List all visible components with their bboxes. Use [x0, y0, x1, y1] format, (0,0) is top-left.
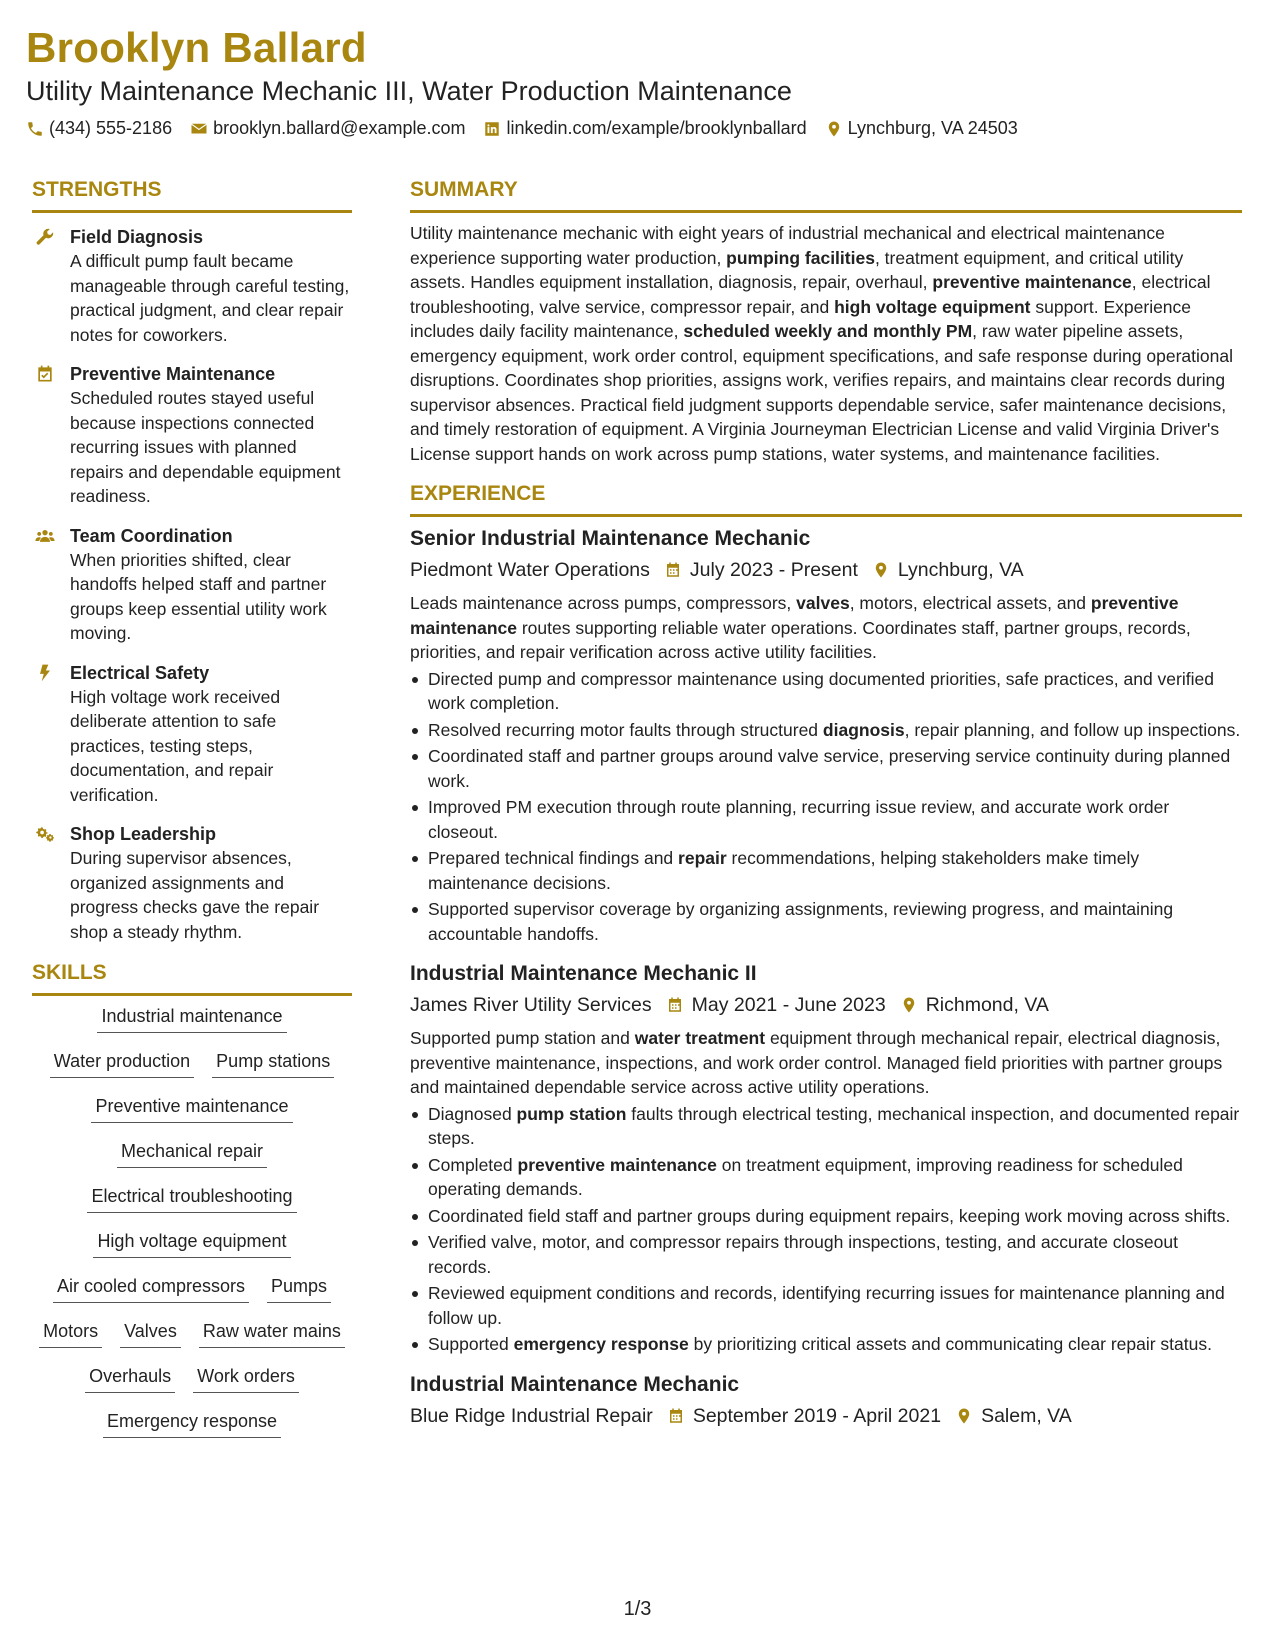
emphasis-text: high voltage equipment — [834, 296, 1031, 317]
job-dates — [664, 555, 858, 585]
page-number: 1/3 — [623, 1598, 652, 1620]
location-text: Lynchburg, VA — [897, 559, 1024, 581]
linkedin-icon — [483, 120, 501, 138]
skill-tag: Water production — [50, 1049, 194, 1078]
strength-item — [32, 524, 352, 646]
emphasis-text: repair — [678, 848, 727, 868]
strength-title: Team Coordination — [70, 525, 233, 546]
skill-tag: Pump stations — [212, 1049, 334, 1078]
job-description: Supported pump station and water treatment equipment through mechanical repair, electrical diagnosis, preventive maintenance, inspections, and work order control. Managed field priorities with partner groups and maintained dependable service across active utility operations. — [410, 1028, 1223, 1097]
job-bullets — [410, 667, 1242, 947]
email-link[interactable]: brooklyn.ballard@example.com — [213, 118, 466, 138]
bullet-item: Supported supervisor coverage by organizing assignments, reviewing progress, and maintaining accountable handoffs. — [410, 897, 1242, 946]
map-pin-icon — [872, 560, 890, 580]
skill-tag: Preventive maintenance — [91, 1094, 292, 1123]
date-range: September 2019 - April 2021 — [692, 1404, 942, 1427]
company-name: Piedmont Water Operations — [410, 559, 650, 581]
bullet-item: Coordinated field staff and partner groups during equipment repairs, keeping work moving across shifts. — [410, 1204, 1242, 1229]
job-location — [872, 555, 1024, 585]
strength-item — [32, 362, 352, 509]
job-entry — [410, 960, 1242, 1357]
skill-tag: Industrial maintenance — [97, 1004, 286, 1033]
summary-heading: SUMMARY — [410, 176, 1242, 213]
envelope-icon — [190, 120, 208, 138]
skill-tag: Air cooled compressors — [53, 1274, 249, 1303]
bullet-item: Supported emergency response by prioritizing critical assets and communicating clear repair status. — [410, 1332, 1242, 1357]
emphasis-text: water treatment — [634, 1028, 766, 1048]
job-meta — [410, 990, 1242, 1020]
phone-icon — [26, 120, 44, 138]
linkedin-link[interactable]: linkedin.com/example/brooklynballard — [506, 118, 807, 138]
skill-tag: Overhauls — [85, 1364, 175, 1393]
emphasis-text: preventive maintenance — [517, 1154, 717, 1175]
job-company — [410, 990, 652, 1020]
job-title: Senior Industrial Maintenance Mechanic — [410, 527, 811, 550]
experience-list — [410, 525, 1242, 1431]
strength-desc: During supervisor absences, organized assignments and progress checks gave the repair shop a steady rhythm. — [70, 848, 320, 942]
job-meta — [410, 1401, 1242, 1431]
skills-heading: SKILLS — [32, 959, 352, 996]
calendar-icon — [667, 1406, 685, 1426]
job-description: Leads maintenance across pumps, compressors, valves, motors, electrical assets, and preventive maintenance routes supporting reliable water operations. Coordinates staff, partner groups, records, priorities, and repair verification across active utility facilities. — [410, 593, 1191, 662]
date-range: July 2023 - Present — [689, 559, 858, 581]
gears-icon — [35, 824, 55, 844]
strengths-heading: STRENGTHS — [32, 176, 352, 213]
contact-email[interactable] — [190, 118, 465, 139]
skill-tag: Electrical troubleshooting — [87, 1184, 296, 1213]
location-text: Salem, VA — [981, 1404, 1072, 1427]
strength-title: Preventive Maintenance — [70, 364, 276, 384]
strengths-list — [32, 225, 352, 944]
bullet-item: Reviewed equipment conditions and records, identifying recurring issues for maintenance planning and follow up. — [410, 1281, 1242, 1330]
bullet-item: Verified valve, motor, and compressor repairs through inspections, testing, and accurate closeout records. — [410, 1230, 1242, 1279]
contact-phone — [26, 118, 172, 139]
bullet-item: Coordinated staff and partner groups around valve service, preserving service continuity during planned work. — [410, 744, 1242, 793]
strength-title: Electrical Safety — [70, 662, 210, 683]
skill-tag: Work orders — [193, 1364, 299, 1393]
skill-tag: Valves — [120, 1319, 181, 1348]
job-company — [410, 555, 650, 585]
skill-tag: Emergency response — [103, 1409, 281, 1438]
strength-title: Field Diagnosis — [70, 227, 204, 247]
experience-heading: EXPERIENCE — [410, 480, 1242, 517]
map-pin-icon — [955, 1406, 973, 1426]
bullet-item: Completed preventive maintenance on treatment equipment, improving readiness for scheduled operating demands. — [410, 1153, 1242, 1202]
contact-linkedin[interactable] — [483, 118, 806, 139]
strength-desc: A difficult pump fault became manageable through careful testing, practical judgment, and clear repair notes for coworkers. — [70, 251, 350, 345]
candidate-name: Brooklyn Ballard — [26, 24, 367, 71]
skill-tag: Pumps — [267, 1274, 331, 1303]
skills-list — [32, 1004, 352, 1438]
phone-text: (434) 555-2186 — [49, 118, 173, 138]
emphasis-text: scheduled weekly and monthly PM — [683, 321, 973, 341]
company-name: James River Utility Services — [410, 994, 652, 1016]
emphasis-text: emergency response — [513, 1334, 689, 1354]
location-text: Richmond, VA — [925, 994, 1049, 1016]
candidate-role: Utility Maintenance Mechanic III, Water Production Maintenance — [26, 76, 792, 106]
strength-item — [32, 661, 352, 808]
job-title: Industrial Maintenance Mechanic II — [410, 962, 757, 985]
summary-text: Utility maintenance mechanic with eight years of industrial mechanical and electrical maintenance experience supporting water production, pumping facilities, treatment equipment, and critical utility assets. Handles equipment installation, diagnosis, repair, overhaul, preventive maintenance, electrical troubleshooting, valve service, compressor repair, and high voltage equipment support. Experience includes daily facility maintenance, scheduled weekly and monthly PM, raw water pipeline assets, emergency equipment, work order control, equipment specifications, and safe response during operational disruptions. Coordinates shop priorities, assigns work, verifies repairs, and maintains clear records during supervisor absences. Practical field judgment supports dependable service, safer maintenance decisions, and timely restoration of equipment. A Virginia Journeyman Electrician License and valid Virginia Driver's License support hands on work across pump stations, water systems, and maintenance facilities. — [410, 223, 1233, 464]
right-column — [410, 176, 1242, 1445]
emphasis-text: preventive maintenance — [932, 272, 1132, 292]
strength-desc: When priorities shifted, clear handoffs helped staff and partner groups keep essential utility work moving. — [70, 549, 327, 643]
calendar-icon — [666, 995, 684, 1015]
job-dates — [667, 1401, 941, 1431]
job-location — [955, 1401, 1072, 1431]
bullet-item: Resolved recurring motor faults through structured diagnosis, repair planning, and follow up inspections. — [410, 718, 1242, 743]
bullet-item: Prepared technical findings and repair recommendations, helping stakeholders make timely maintenance decisions. — [410, 846, 1242, 895]
strength-item — [32, 225, 352, 347]
wrench-icon — [35, 227, 55, 247]
bullet-item: Directed pump and compressor maintenance using documented priorities, safe practices, and verified work completion. — [410, 667, 1242, 716]
strength-desc: High voltage work received deliberate attention to safe practices, testing steps, documentation, and repair verification. — [70, 686, 281, 805]
job-entry — [410, 1371, 1242, 1431]
job-meta — [410, 555, 1242, 585]
job-title: Industrial Maintenance Mechanic — [410, 1372, 740, 1396]
map-pin-icon — [900, 995, 918, 1015]
job-company — [410, 1401, 653, 1431]
bullet-item: Diagnosed pump station faults through electrical testing, mechanical inspection, and documented repair steps. — [410, 1102, 1242, 1151]
skill-tag: High voltage equipment — [93, 1229, 290, 1258]
emphasis-text: preventive maintenance — [410, 593, 1179, 638]
emphasis-text: diagnosis — [822, 719, 905, 740]
skill-tag: Mechanical repair — [117, 1139, 267, 1168]
job-location — [900, 990, 1049, 1020]
left-column — [32, 176, 352, 1454]
job-dates — [666, 990, 886, 1020]
strength-desc: Scheduled routes stayed useful because inspections connected recurring issues with planned repairs and dependable equipment readiness. — [70, 388, 341, 506]
contact-bar — [26, 118, 1246, 139]
calendar-check-icon — [35, 364, 55, 384]
skill-tag: Motors — [39, 1319, 102, 1348]
emphasis-text: pumping facilities — [726, 247, 875, 268]
bolt-icon — [35, 663, 55, 683]
map-pin-icon — [825, 120, 843, 138]
emphasis-text: pump station — [516, 1103, 627, 1124]
date-range: May 2021 - June 2023 — [691, 994, 886, 1016]
skill-tag: Raw water mains — [199, 1319, 345, 1348]
job-entry — [410, 525, 1242, 946]
calendar-icon — [664, 560, 682, 580]
strength-title: Shop Leadership — [70, 824, 217, 844]
company-name: Blue Ridge Industrial Repair — [410, 1404, 653, 1427]
location-text: Lynchburg, VA 24503 — [847, 118, 1018, 138]
users-icon — [35, 526, 55, 546]
bullet-item: Improved PM execution through route planning, recurring issue review, and accurate work order closeout. — [410, 795, 1242, 844]
strength-item — [32, 822, 352, 944]
job-bullets — [410, 1102, 1242, 1357]
emphasis-text: valves — [796, 593, 850, 613]
contact-location — [825, 118, 1018, 139]
resume-header — [26, 22, 1246, 139]
